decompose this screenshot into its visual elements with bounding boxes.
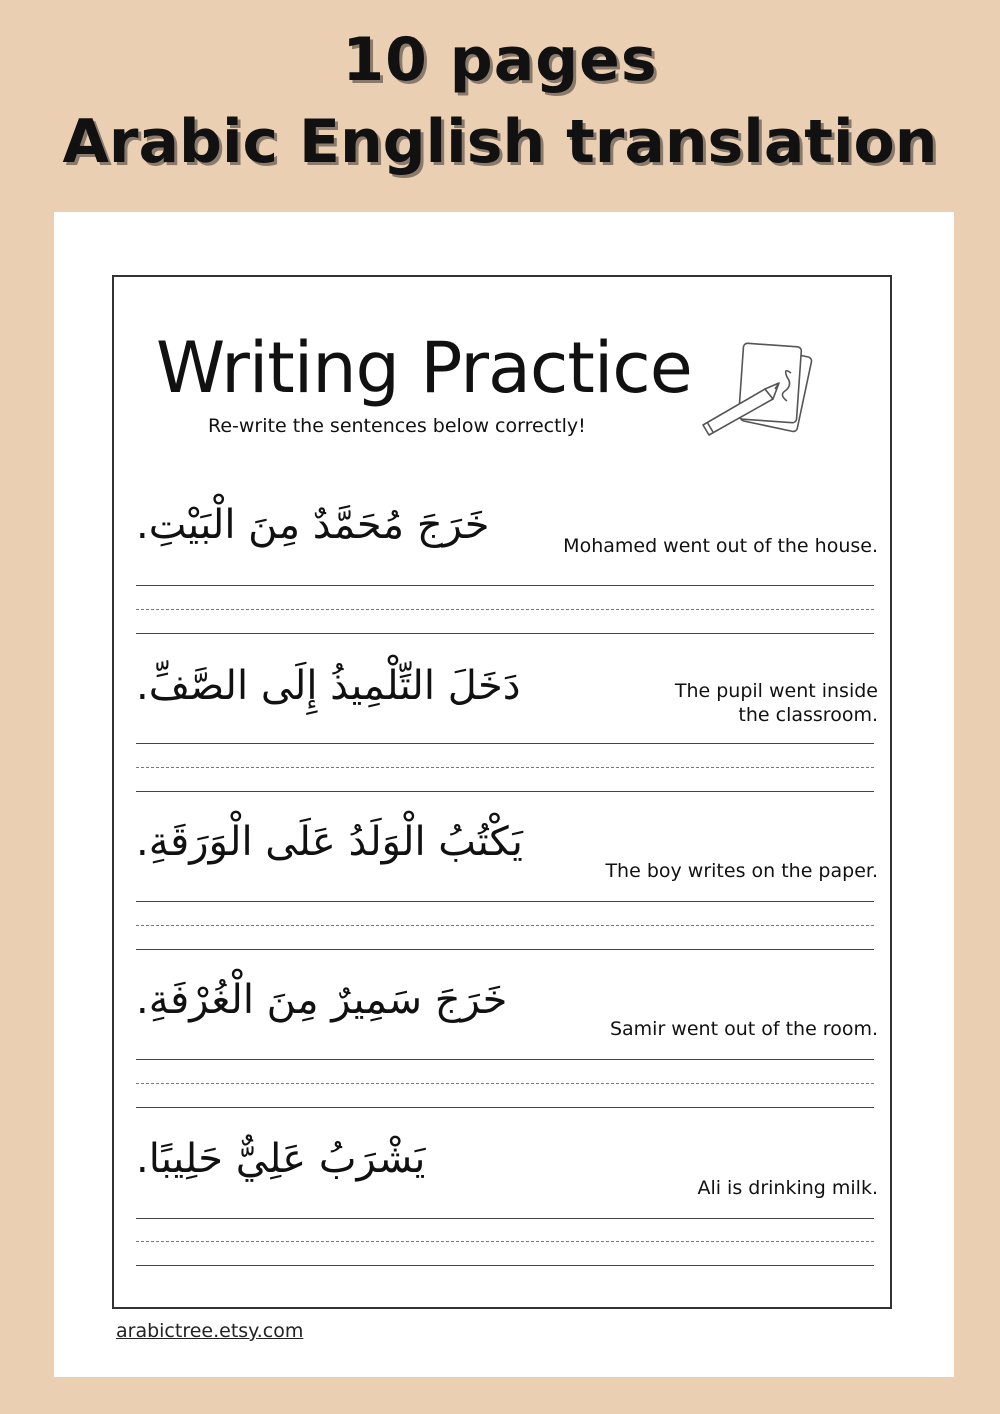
worksheet-frame <box>112 275 892 1309</box>
worksheet-sheet <box>54 212 954 1377</box>
writing-line-bottom <box>136 1265 874 1266</box>
writing-line-bottom <box>136 949 874 950</box>
writing-line-top <box>136 1218 874 1219</box>
writing-line-top <box>136 743 874 744</box>
english-translation: Ali is drinking milk. <box>697 1177 878 1199</box>
writing-line-top <box>136 585 874 586</box>
writing-line-mid <box>136 609 874 610</box>
arabic-sentence: خَرَجَ سَمِيرٌ مِنَ الْغُرْفَةِ. <box>136 977 508 1023</box>
arabic-sentence: يَكْتُبُ الْوَلَدُ عَلَى الْوَرَقَةِ. <box>136 819 523 865</box>
writing-line-mid <box>136 767 874 768</box>
writing-line-top <box>136 1059 874 1060</box>
writing-line-mid <box>136 1083 874 1084</box>
english-translation: Samir went out of the room. <box>609 1018 878 1040</box>
arabic-sentence: يَشْرَبُ عَلِيٌّ حَلِيبًا. <box>136 1136 426 1182</box>
writing-line-mid <box>136 1241 874 1242</box>
worksheet-subtitle: Re-write the sentences below correctly! <box>208 415 586 437</box>
banner-line-2: Arabic English translation <box>62 107 938 177</box>
english-translation: The pupil went inside the classroom. <box>674 680 878 726</box>
worksheet-title: Writing Practice <box>156 327 692 409</box>
arabic-sentence: دَخَلَ التِّلْمِيذُ إِلَى الصَّفِّ. <box>136 663 521 709</box>
banner-line-1: 10 pages <box>342 25 658 95</box>
writing-line-bottom <box>136 1107 874 1108</box>
arabic-sentence: خَرَجَ مُحَمَّدٌ مِنَ الْبَيْتِ. <box>136 502 490 548</box>
writing-line-bottom <box>136 791 874 792</box>
writing-line-mid <box>136 925 874 926</box>
english-translation: Mohamed went out of the house. <box>563 535 878 557</box>
pencil-paper-icon <box>699 337 829 447</box>
english-translation: The boy writes on the paper. <box>605 860 878 882</box>
shop-link[interactable]: arabictree.etsy.com <box>116 1320 304 1342</box>
promo-banner <box>0 18 1000 182</box>
writing-line-bottom <box>136 633 874 634</box>
writing-line-top <box>136 901 874 902</box>
